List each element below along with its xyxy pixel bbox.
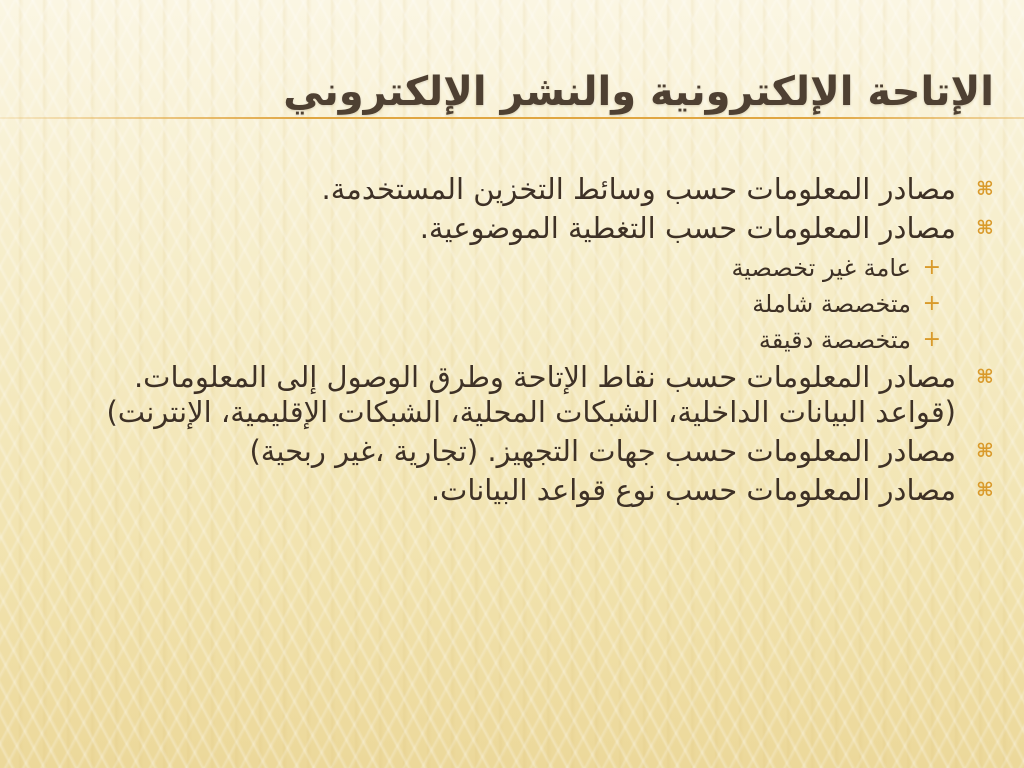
sub-bullet-text: متخصصة شاملة: [752, 290, 911, 318]
bullet-item: [86, 172, 994, 207]
plus-icon: +: [922, 291, 941, 316]
sub-bullet-item: [86, 250, 956, 286]
bullet-item: [86, 473, 994, 508]
bullet-icon: ⌘: [976, 178, 994, 200]
bullet-text: مصادر المعلومات حسب نقاط الإتاحة وطرق الوصول إلى المعلومات. (قواعد البيانات الداخلية، الشبكات المحلية، الشبكات الإقليمية، الإنترنت): [106, 360, 956, 429]
bullet-item: [86, 360, 994, 430]
bullet-icon: ⌘: [976, 366, 994, 388]
bullet-item: [86, 434, 994, 469]
plus-icon: +: [922, 255, 941, 280]
sub-bullet-list: [86, 250, 956, 358]
slide-title: الإتاحة الإلكترونية والنشر الإلكتروني: [283, 69, 994, 115]
plus-icon: +: [922, 327, 941, 352]
bullet-icon: ⌘: [976, 217, 994, 239]
bullet-icon: ⌘: [976, 479, 994, 501]
bullet-item: [86, 211, 994, 246]
bullet-text: مصادر المعلومات حسب التغطية الموضوعية.: [419, 211, 956, 245]
bullet-text: مصادر المعلومات حسب جهات التجهيز. (تجارية ،غير ربحية): [249, 434, 956, 468]
sub-bullet-item: [86, 322, 956, 358]
bullet-list: [86, 172, 994, 512]
sub-bullet-text: متخصصة دقيقة: [758, 326, 911, 354]
sub-bullet-text: عامة غير تخصصية: [731, 254, 911, 282]
bullet-text: مصادر المعلومات حسب وسائط التخزين المستخدمة.: [321, 172, 956, 206]
bullet-icon: ⌘: [976, 440, 994, 462]
sub-bullet-group: [86, 250, 956, 358]
bullet-text: مصادر المعلومات حسب نوع قواعد البيانات.: [430, 473, 956, 507]
sub-bullet-item: [86, 286, 956, 322]
